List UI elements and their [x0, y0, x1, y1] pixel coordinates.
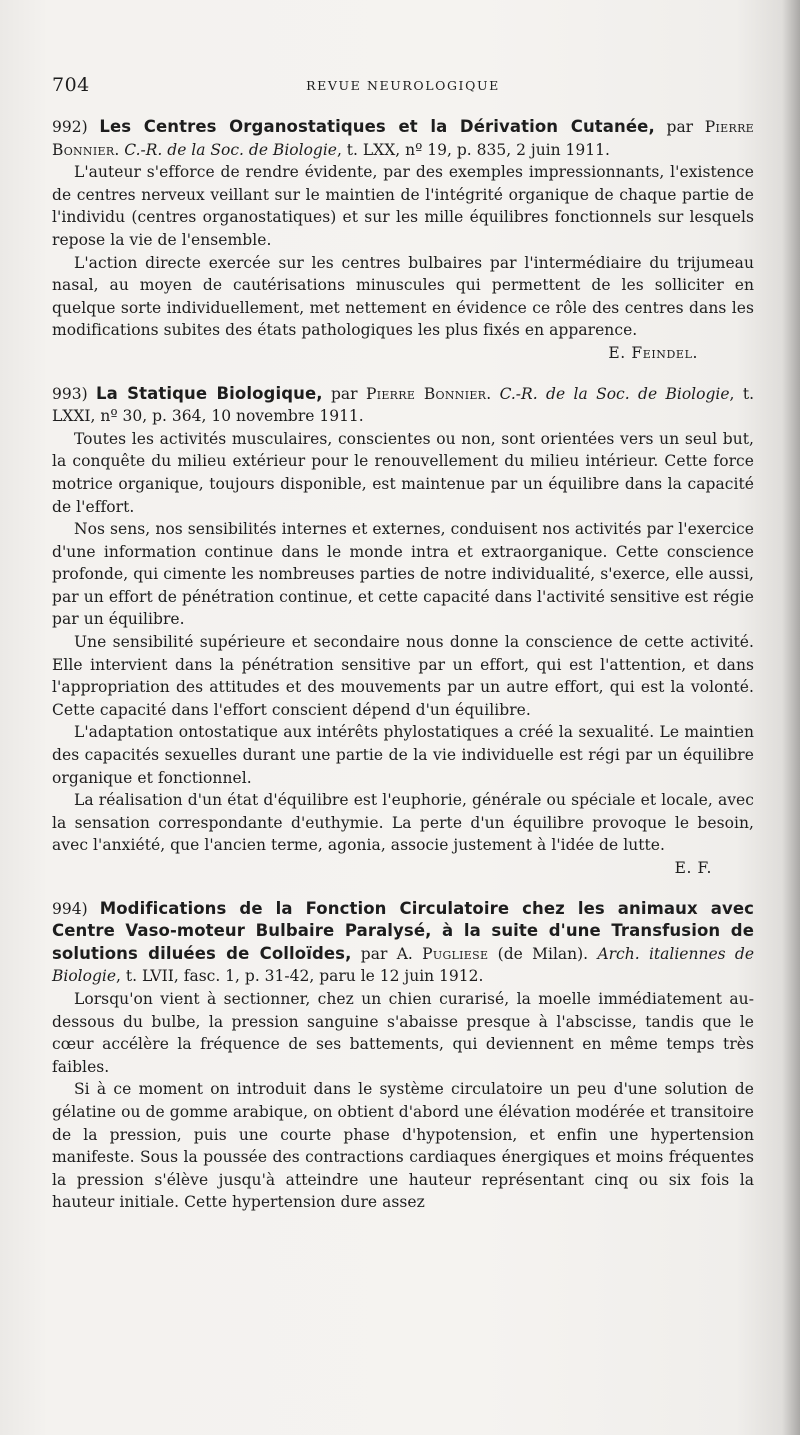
abstract-paragraph: Lorsqu'on vient à sectionner, chez un chien curarisé, la moelle immédiatement au-dessous du bulbe, la pression sanguine s'abaisse presque à l'abscisse, tandis que le cœur accélère la fréquence de ses battements, qui deviennent en même temps très faibles. [52, 989, 754, 1076]
abstract-paragraph: Toutes les activités musculaires, conscientes ou non, sont orientées vers un seul but, la conquête du milieu extérieur pour le renouvellement du milieu intérieur. Cette force motrice organique, toujours disponible, est maintenue par un équilibre dans la capacité de l'effort. [52, 429, 754, 516]
reference-separator: (de Milan). [488, 944, 598, 963]
reference-separator: . [486, 384, 500, 403]
abstract-paragraph: Si à ce moment on introduit dans le système circulatoire un peu d'une solution de gélatine ou de gomme arabique, on obtient d'abord une élévation modérée et transitoire de la pression, puis une courte phase d'hypotension, et enfin une hypertension manifeste. Sous la poussée des contractions cardiaques énergiques et moins fréquentes la pression s'élève jusqu'à atteindre une hauteur représentant cinq ou six fois la hauteur initiale. Cette hypertension dure assez [52, 1080, 754, 1212]
reference-details: , t. LXXI, nº 30, p. 364, 10 novembre 1911. [52, 384, 754, 426]
abstract-paragraph: Une sensibilité supérieure et secondaire nous donne la conscience de cette activité. Elle intervient dans la pénétration sensitive par un effort, qui est l'attention, et dans l'appropriation des attitudes et des mouvements par un autre effort, qui est la volonté. Cette capacité dans l'effort conscient dépend d'un équilibre. [52, 633, 754, 719]
abstract-paragraph: L'auteur s'efforce de rendre évidente, par des exemples impressionnants, l'existence de centres nerveux veillant sur le maintien de l'intégrité organique de chaque partie de l'individu (centres organostatiques) et sur les mille équilibres fonctionnels sur lesquels repose la vie de l'ensemble. [52, 163, 754, 249]
article-author: Pugliese [422, 944, 489, 963]
article-number: 992) [52, 118, 88, 136]
abstract-paragraph: La réalisation d'un état d'équilibre est l'euphorie, générale ou spéciale et locale, avec la sensation correspondante d'euthymie. La perte d'un équilibre provoque le besoin, avec l'anxiété, que l'ancien terme, agonia, associe justement à l'idée de lutte. E. F. [52, 789, 754, 857]
by-word: par A. [351, 944, 423, 963]
reviewer-signature: E. F. [674, 859, 712, 877]
abstract-994 [52, 898, 754, 1214]
article-reference [52, 116, 754, 161]
abstract-paragraph: L'action directe exercée sur les centres bulbaires par l'intermédiaire du trijumeau nasal, au moyen de cautérisations minuscules qui permettent de les solliciter en quelque sorte individuellement, met nettement en évidence ce rôle des centres dans les modifications subites des états pathologiques les plus fixés en apparence. E. Feindel. [52, 252, 754, 342]
running-head: REVUE NEUROLOGIQUE [306, 78, 500, 93]
by-word: par [322, 384, 366, 403]
journal-name: C.-R. de la Soc. de Biologie [124, 140, 337, 159]
article-number: 994) [52, 899, 88, 918]
journal-name: Arch. italiennes de Biologie [52, 944, 754, 986]
article-title: La Statique Biologique, [96, 383, 323, 403]
article-title: Modifications de la Fonction Circulatoire chez les animaux avec Centre Vaso-moteur Bulbaire Paralysé, à la suite d'une Transfusion de solutions diluées de Colloïdes, [52, 898, 754, 963]
abstract-993 [52, 383, 754, 880]
article-author: Pierre Bonnier [52, 118, 754, 159]
by-word: par [654, 118, 705, 136]
page-header [52, 74, 754, 100]
page-body [52, 116, 754, 1232]
article-number: 993) [52, 384, 88, 403]
article-reference [52, 898, 754, 988]
reference-details: , t. LVII, fasc. 1, p. 31-42, paru le 12 juin 1912. [116, 967, 484, 986]
reference-details: , t. LXX, nº 19, p. 835, 2 juin 1911. [336, 140, 610, 159]
reference-separator: . [114, 140, 125, 159]
article-reference [52, 383, 754, 428]
abstract-992 [52, 116, 754, 365]
journal-name: C.-R. de la Soc. de Biologie [499, 384, 730, 403]
article-author: Pierre Bonnier [365, 384, 487, 403]
page-number: 704 [52, 74, 90, 96]
reviewer-signature: E. Feindel. [608, 343, 698, 362]
article-title: Les Centres Organostatiques et la Dérivation Cutanée, [99, 117, 655, 136]
abstract-paragraph: L'adaptation ontostatique aux intérêts phylostatiques a créé la sexualité. Le maintien des capacités sexuelles durant une partie de la vie individuelle est régi par un équilibre organique et fonctionnel. [52, 723, 754, 787]
abstract-paragraph: Nos sens, nos sensibilités internes et externes, conduisent nos activités par l'exercice d'une information continue dans le monde intra et extraorganique. Cette conscience profonde, qui cimente les nombreuses parties de notre individualité, s'exerce, elle aussi, par un effort de pénétration continue, et cette capacité dans l'activité sensitive est régie par un équilibre. [52, 520, 754, 629]
